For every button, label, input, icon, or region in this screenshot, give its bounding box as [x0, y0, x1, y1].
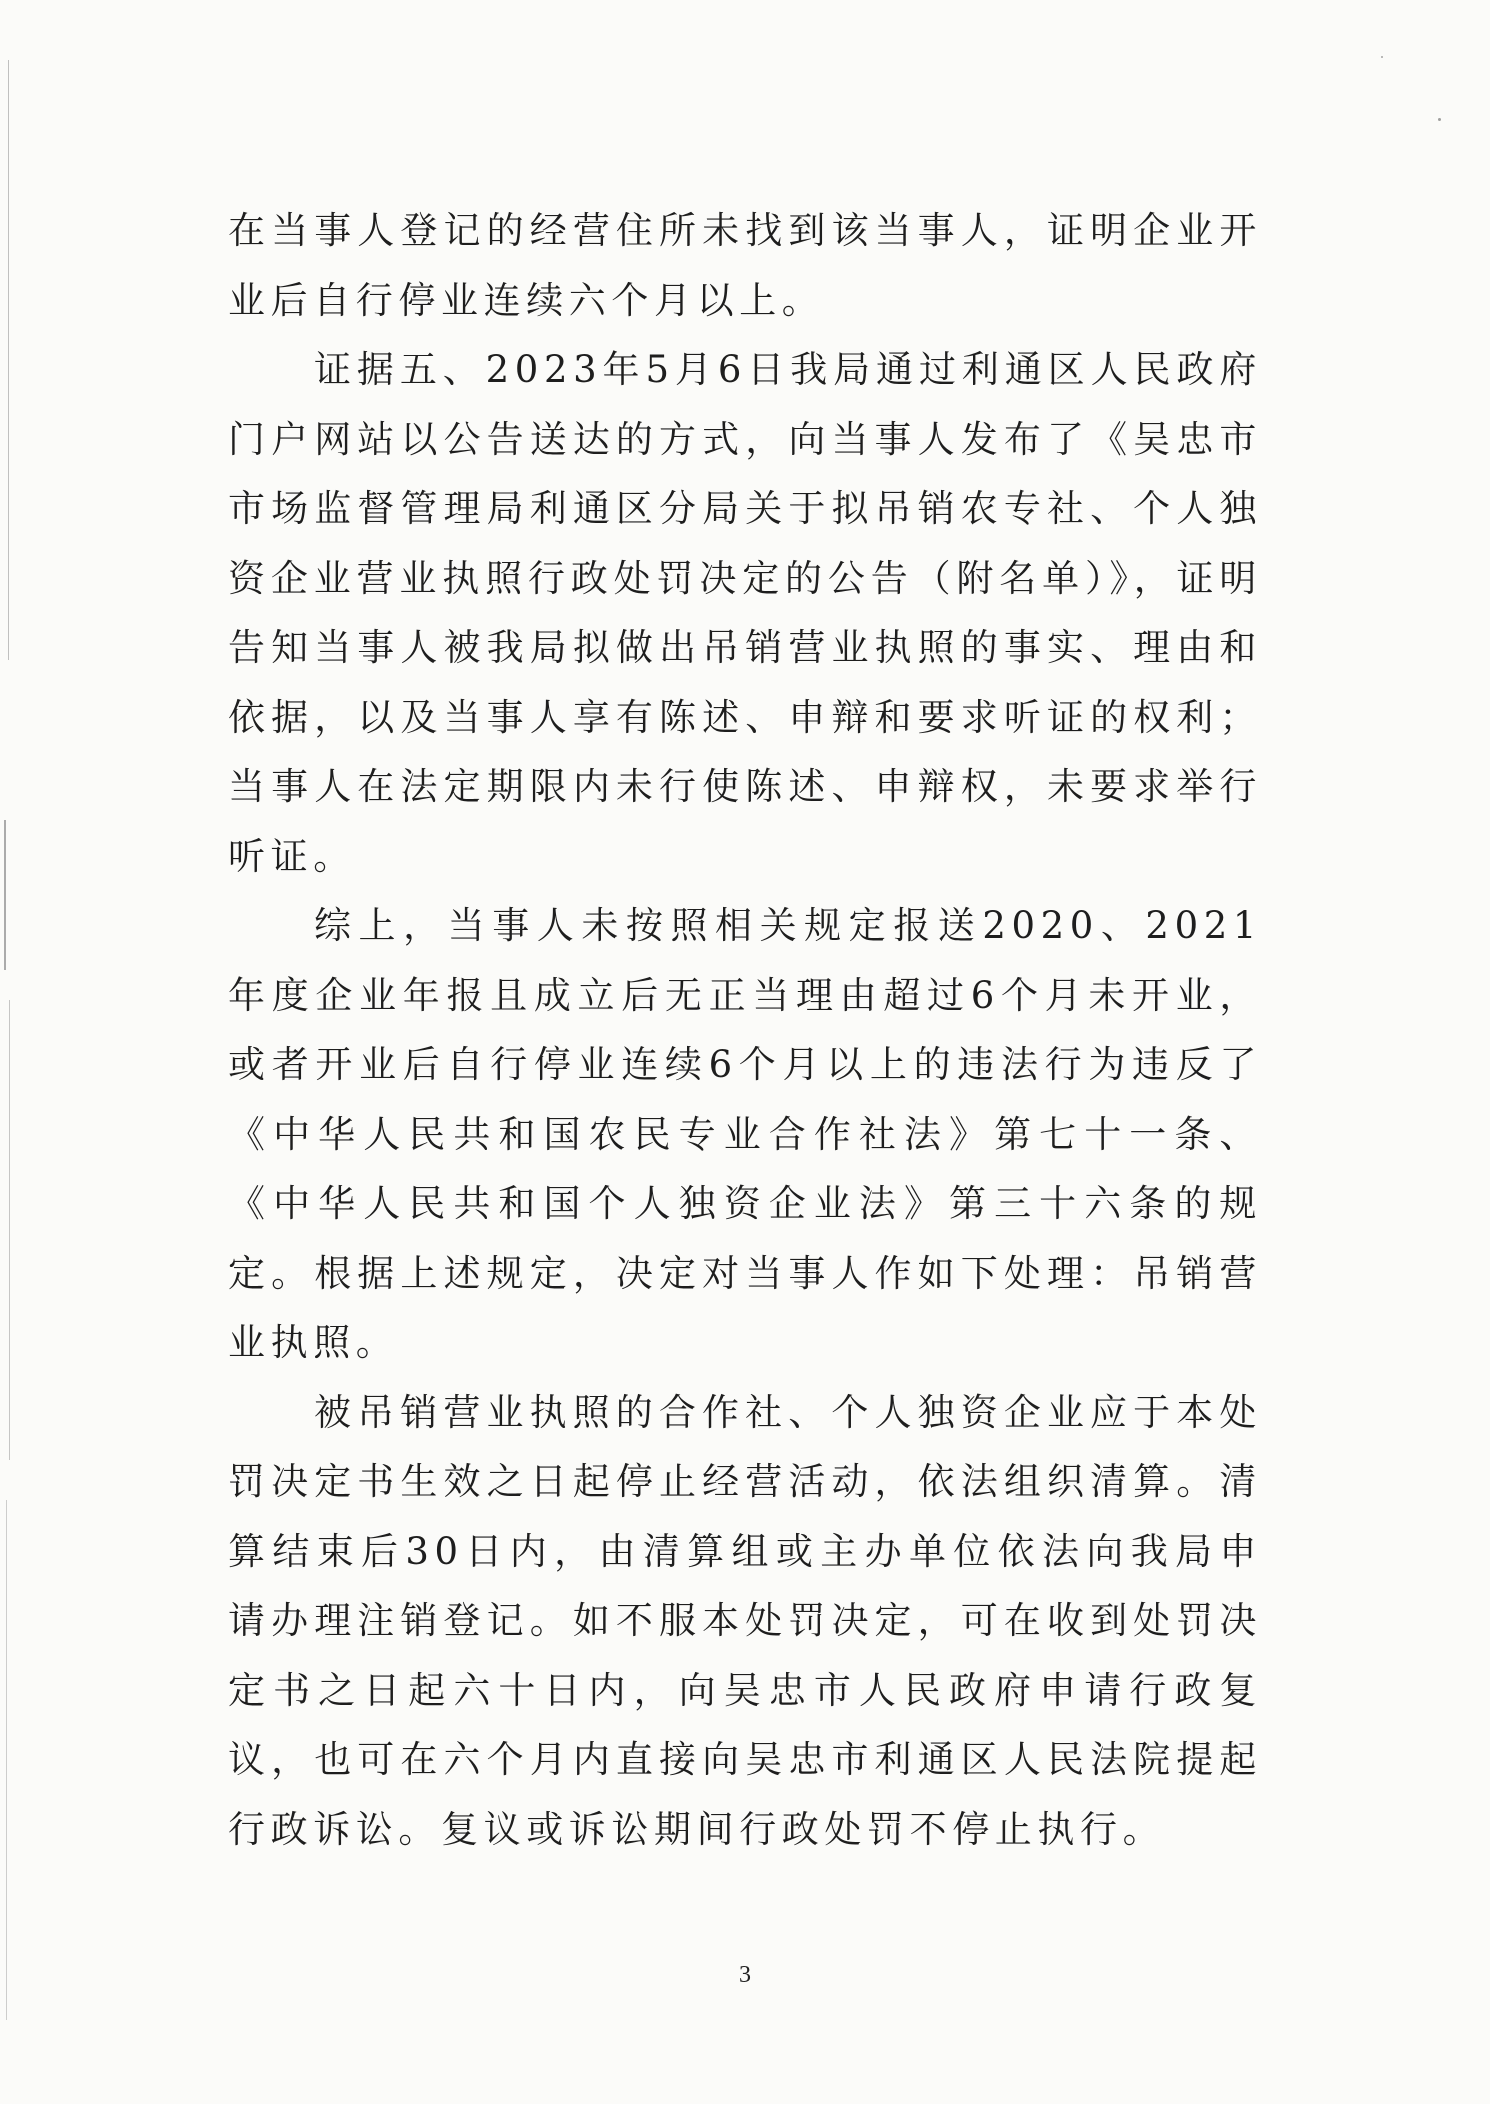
- scan-artifact-line: [9, 1000, 10, 1460]
- scan-artifact-dot: [1381, 56, 1383, 58]
- scan-artifact-line: [6, 1500, 7, 2020]
- scan-artifact-dot: [1438, 118, 1441, 121]
- paragraph-evidence-five: 证据五、2023年5月6日我局通过利通区人民政府门户网站以公告送达的方式，向当事人发布了《吴忠市市场监督管理局利通区分局关于拟吊销农专社、个人独资企业营业执照行政处罚决定的公告（附名单）》，证明告知当事人被我局拟做出吊销营业执照的事实、理由和依据，以及当事人享有陈述、申辩和要求听证的权利；当事人在法定期限内未行使陈述、申辩权，未要求举行听证。: [228, 348, 1262, 878]
- document-body: [228, 196, 1262, 1864]
- scan-artifact-line: [8, 60, 9, 660]
- paragraph-liquidation-and-appeal: 被吊销营业执照的合作社、个人独资企业应于本处罚决定书生效之日起停止经营活动，依法组织清算。清算结束后30日内，由清算组或主办单位依法向我局申请办理注销登记。如不服本处罚决定，可在收到处罚决定书之日起六十日内，向吴忠市人民政府申请行政复议，也可在六个月内直接向吴忠市利通区人民法院提起行政诉讼。复议或诉讼期间行政处罚不停止执行。: [228, 1390, 1262, 1851]
- paragraph-conclusion: 综上，当事人未按照相关规定报送2020、2021年度企业年报且成立后无正当理由超过6个月未开业，或者开业后自行停业连续6个月以上的违法行为违反了《中华人民共和国农民专业合作社法》第七十一条、《中华人民共和国个人独资企业法》第三十六条的规定。根据上述规定，决定对当事人作如下处理：吊销营业执照。: [228, 904, 1262, 1364]
- paragraph-continuation: 在当事人登记的经营住所未找到该当事人，证明企业开业后自行停业连续六个月以上。: [228, 209, 1262, 322]
- page-number: 3: [739, 1962, 751, 1988]
- scan-artifact-line: [4, 820, 6, 970]
